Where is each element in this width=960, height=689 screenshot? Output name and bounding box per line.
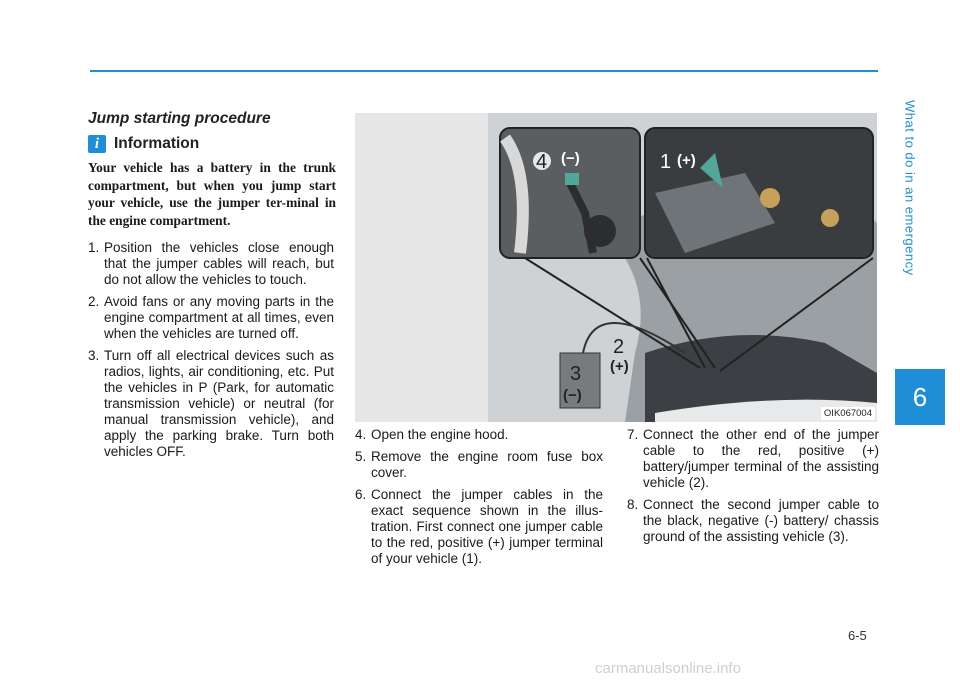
step-item: 8. Connect the second jumper cable to the black, negative (-) battery/ chassis ground of the assisting vehicle (3). <box>627 497 879 544</box>
inset-terminal-post <box>821 209 839 227</box>
watermark[interactable]: carmanualsonline.info <box>595 660 741 677</box>
figure-code: OIK067004 <box>821 407 875 420</box>
information-heading <box>88 135 199 153</box>
sign-minus-4: (−) <box>561 150 580 167</box>
sign-minus-3: (−) <box>563 387 582 404</box>
step-item: 7. Connect the other end of the jumper cable to the red, positive (+) battery/jumper terminal of the assisting vehicle (2). <box>627 427 879 490</box>
illustration-svg <box>355 113 877 422</box>
callout-3: 3 <box>570 363 582 385</box>
step-item: 3. Turn off all electrical devices such as radios, lights, air conditioning, etc. Put the vehicles in P (Park, for automatic transmission vehicle) or neutral (for manual transmission vehicle), and apply the parking brake. Turn both vehicles OFF. <box>88 348 334 459</box>
header-rule <box>90 70 878 72</box>
section-title: Jump starting procedure <box>88 110 271 127</box>
information-text: Your vehicle has a battery in the trunk compartment, but when you jump start your vehicle, use the jumper ter-minal in the engine compartment. <box>88 160 336 228</box>
sign-plus-1: (+) <box>677 152 696 169</box>
inset-terminal-post <box>760 188 780 208</box>
information-label: Information <box>114 135 200 152</box>
step-item: 1. Position the vehicles close enough that the jumper cables will reach, but do not allow the vehicles to touch. <box>88 240 334 287</box>
steps-column-3 <box>627 427 879 551</box>
callout-2: 2 <box>613 336 625 358</box>
callout-1: 1 <box>660 151 672 173</box>
step-item: 2. Avoid fans or any moving parts in the engine compartment at all times, even when the vehicles are turned off. <box>88 294 334 341</box>
chapter-number-tab: 6 <box>895 369 945 425</box>
step-item: 6. Connect the jumper cables in the exact sequence shown in the illus-tration. First connect one jumper cable to the red, positive (+) jumper terminal of your vehicle (1). <box>355 487 603 566</box>
sign-plus-2: (+) <box>610 358 629 375</box>
page-number: 6-5 <box>848 628 867 643</box>
callout-4: 4 <box>536 151 548 173</box>
inset-clamp-green <box>565 173 579 185</box>
info-icon: i <box>88 135 106 153</box>
step-item: 4. Open the engine hood. <box>355 427 509 442</box>
steps-column-2 <box>355 427 603 573</box>
jump-start-illustration <box>355 113 877 422</box>
steps-column-1 <box>88 240 334 466</box>
step-item: 5. Remove the engine room fuse box cover. <box>355 449 603 480</box>
chapter-side-title: What to do in an emergency <box>902 100 918 276</box>
